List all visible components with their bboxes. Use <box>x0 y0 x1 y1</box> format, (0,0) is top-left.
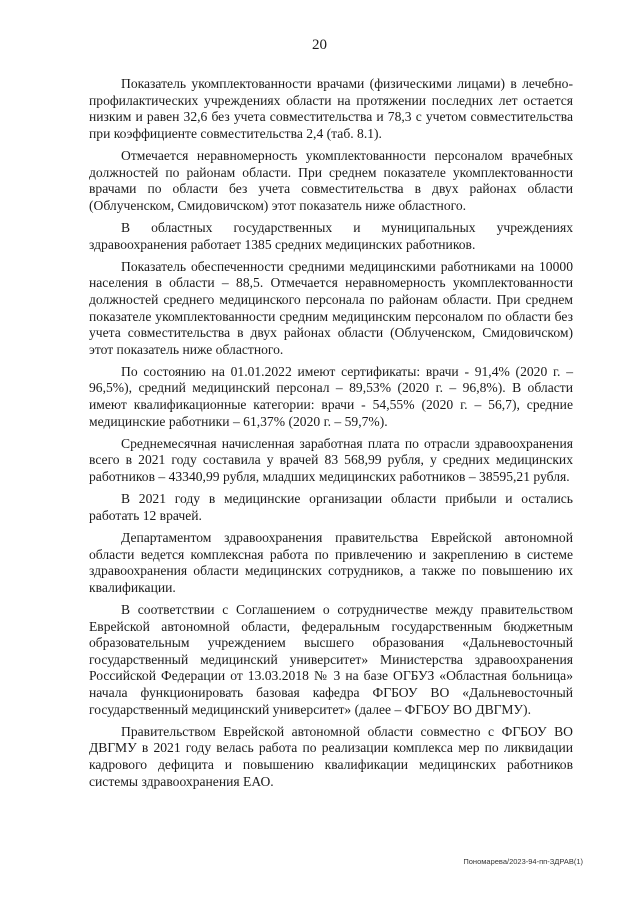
paragraph: Показатель обеспеченности средними медицинскими работниками на 10000 населения в области – 88,5. Отмечается неравномерность укомплектованности должностей среднего медицинского персонала по районам области. При среднем показателе укомплектованности средним медицинским персоналом по области без учета совместительства в двух районах области (Облученском, Смидовичском) этот показатель ниже областного. <box>89 258 573 357</box>
paragraph: Показатель укомплектованности врачами (физическими лицами) в лечебно-профилактических учреждениях области на протяжении последних лет остается низким и равен 32,6 без учета совместительства и 78,3 с учетом совместительства при коэффициенте совместительства 2,4 (таб. 8.1). <box>89 76 573 141</box>
document-body <box>89 76 573 796</box>
paragraph: Правительством Еврейской автономной области совместно с ФГБОУ ВО ДВГМУ в 2021 году велась работа по реализации комплекса мер по ликвидации кадрового дефицита и повышению квалификации медицинских работников системы здравоохранения ЕАО. <box>89 723 573 789</box>
page-number: 20 <box>312 37 327 53</box>
paragraph: По состоянию на 01.01.2022 имеют сертификаты: врачи - 91,4% (2020 г. – 96,5%), средний медицинский персонал – 89,53% (2020 г. – 96,8%). В области имеют квалификационные категории: врачи - 54,55% (2020 г. – 56,7), средние медицинские работники – 61,37% (2020 г. – 59,7%). <box>89 363 573 429</box>
paragraph: В 2021 году в медицинские организации области прибыли и остались работать 12 врачей. <box>89 491 573 523</box>
paragraph: Департаментом здравоохранения правительства Еврейской автономной области ведется комплексная работа по привлечению и закреплению в системе здравоохранения области медицинских сотрудников, а также по повышению их квалификации. <box>89 530 573 595</box>
paragraph: В областных государственных и муниципальных учреждениях здравоохранения работает 1385 средних медицинских работников. <box>89 219 573 252</box>
paragraph: В соответствии с Соглашением о сотрудничестве между правительством Еврейской автономной области, федеральным государственным бюджетным образовательным учреждением высшего образования «Дальневосточный государственный медицинский университет» Министерства здравоохранения Российской Федерации от 13.03.2018 № 3 на базе ОГБУЗ «Областная больница» начала функционировать базовая кафедра ФГБОУ ВО «Дальневосточный государственный медицинский университет» (далее – ФГБОУ ВО ДВГМУ). <box>89 601 573 717</box>
paragraph: Отмечается неравномерность укомплектованности персоналом врачебных должностей по районам области. При среднем показателе укомплектованности врачами по области без учета совместительства в двух районах области (Облученском, Смидовичском) этот показатель ниже областного. <box>89 147 573 213</box>
document-footer-code: Пономарева/2023-94-пп-ЗДРАВ(1) <box>463 857 583 866</box>
paragraph: Среднемесячная начисленная заработная плата по отрасли здравоохранения всего в 2021 году составила у врачей 83 568,99 рубля, у средних медицинских работников – 43340,99 рубля, младших медицинских работников – 38595,21 рубля. <box>89 435 573 485</box>
